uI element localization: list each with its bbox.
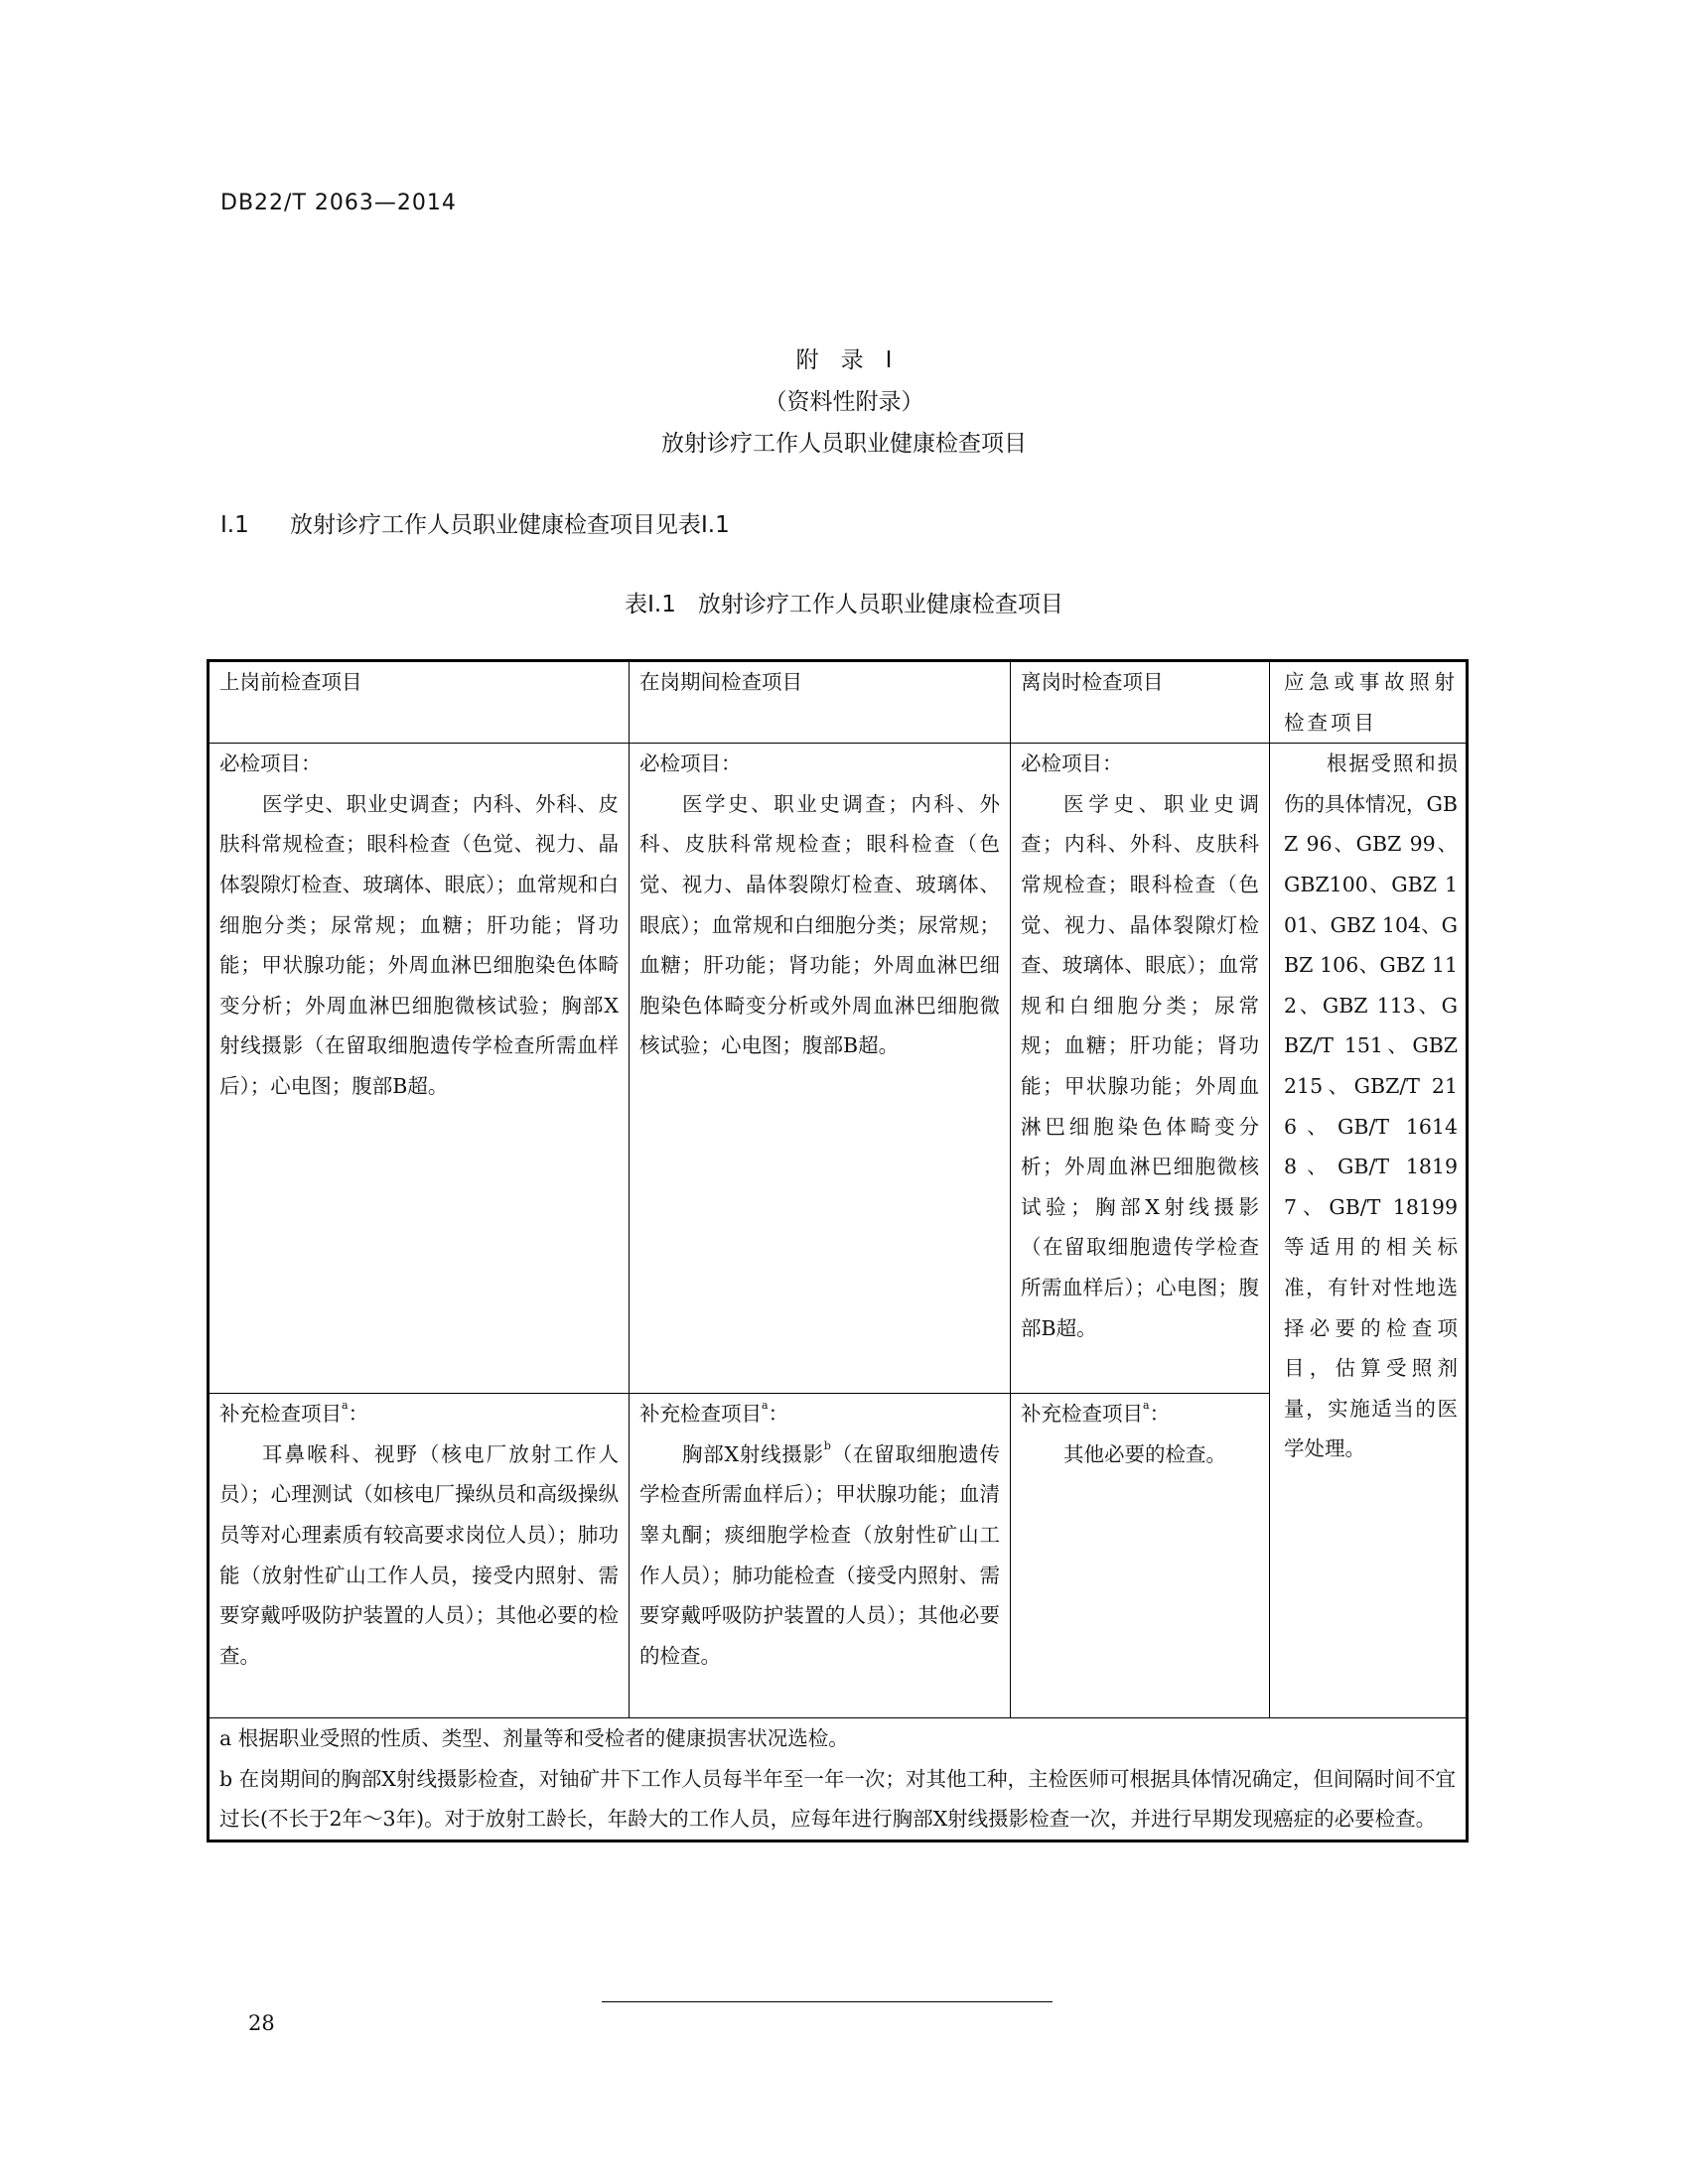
supplementary-label-text: 补充检查项目 bbox=[639, 1402, 762, 1427]
table-notes-cell bbox=[209, 1718, 1468, 1842]
label-colon: ： bbox=[1149, 1402, 1171, 1427]
appendix-heading bbox=[0, 340, 1688, 465]
required-label: 必检项目： bbox=[639, 751, 742, 776]
chest-xray-lead: 胸部X射线摄影 bbox=[682, 1441, 824, 1466]
label-colon: ： bbox=[348, 1402, 369, 1427]
section-heading bbox=[220, 506, 730, 539]
header-pre-employment: 上岗前检查项目 bbox=[209, 661, 630, 744]
header-emergency: 应急或事故照射检查项目 bbox=[1270, 661, 1468, 744]
supplementary-label bbox=[1021, 1394, 1259, 1434]
appendix-title: 放射诊疗工作人员职业健康检查项目 bbox=[661, 431, 1027, 457]
footnote-a-marker: a bbox=[1143, 1399, 1150, 1413]
required-pre-employment-cell bbox=[209, 744, 630, 1394]
supplementary-on-duty-text bbox=[639, 1434, 1000, 1677]
footnote-a-marker: a bbox=[762, 1399, 769, 1413]
supplementary-leaving-cell bbox=[1011, 1394, 1270, 1718]
page-number: 28 bbox=[248, 2011, 275, 2035]
supplementary-label bbox=[639, 1394, 1000, 1434]
supplementary-on-duty-rest: （在留取细胞遗传学检查所需血样后）；甲状腺功能；血清睾丸酮；痰细胞学检查（放射性矿山工作人员）；肺功能检查（接受内照射、需要穿戴呼吸防护装置的人员）；其他必要的检查。 bbox=[639, 1441, 1000, 1668]
required-leaving-cell bbox=[1011, 744, 1270, 1394]
required-leaving-text: 医学史、职业史调查；内科、外科、皮肤科常规检查；眼科检查（色觉、视力、晶体裂隙灯检查、玻璃体、眼底）；血常规和白细胞分类；尿常规；血糖；肝功能；肾功能；甲状腺功能；外周血淋巴细胞染色体畸变分析；外周血淋巴细胞微核试验；胸部X射线摄影（在留取细胞遗传学检查所需血样后）；心电图；腹部B超。 bbox=[1021, 791, 1259, 1340]
emergency-cell bbox=[1270, 744, 1468, 1718]
supplementary-pre-employment-cell bbox=[209, 1394, 630, 1718]
table-caption-text: 放射诊疗工作人员职业健康检查项目 bbox=[697, 592, 1063, 617]
required-on-duty-text: 医学史、职业史调查；内科、外科、皮肤科常规检查；眼科检查（色觉、视力、晶体裂隙灯检查、玻璃体、眼底）；血常规和白细胞分类；尿常规；血糖；肝功能；肾功能；外周血淋巴细胞染色体畸变分析或外周血淋巴细胞微核试验；心电图；腹部B超。 bbox=[639, 791, 1000, 1058]
supplementary-label-text: 补充检查项目 bbox=[219, 1402, 342, 1427]
required-label: 必检项目： bbox=[219, 751, 322, 776]
section-text: 放射诊疗工作人员职业健康检查项目见表I.1 bbox=[290, 512, 730, 538]
required-row bbox=[209, 744, 1468, 1394]
emergency-text: 根据受照和损伤的具体情况，GBZ 96、GBZ 99、GBZ100、GBZ 101、GBZ 104、GBZ 106、GBZ 112、GBZ 113、GBZ/T 151、GBZ 215、GBZ/T 216、GB/T 16148、GB/T 18197、GB/T 18199等适用的相关标准，有针对性地选择必要的检查项目，估算受照剂量，实施适当的医学处理。 bbox=[1284, 751, 1458, 1461]
required-on-duty-cell bbox=[630, 744, 1011, 1394]
footnote-b-marker: b bbox=[823, 1438, 831, 1452]
section-number: I.1 bbox=[220, 512, 249, 538]
supplementary-leaving-text: 其他必要的检查。 bbox=[1063, 1441, 1227, 1466]
supplementary-on-duty-cell bbox=[630, 1394, 1011, 1718]
header-leaving: 离岗时检查项目 bbox=[1011, 661, 1270, 744]
table-caption-number: 表I.1 bbox=[625, 592, 676, 617]
footer-rule bbox=[602, 2001, 1053, 2002]
supplementary-pre-employment-text: 耳鼻喉科、视野（核电厂放射工作人员）；心理测试（如核电厂操纵员和高级操纵员等对心理素质有较高要求岗位人员）；肺功能（放射性矿山工作人员，接受内照射、需要穿戴呼吸防护装置的人员）；其他必要的检查。 bbox=[219, 1441, 619, 1668]
table-caption bbox=[0, 586, 1688, 618]
header-on-duty: 在岗期间检查项目 bbox=[630, 661, 1011, 744]
footnote-a-marker: a bbox=[342, 1399, 349, 1413]
supplementary-label bbox=[219, 1394, 619, 1434]
supplementary-label-text: 补充检查项目 bbox=[1021, 1402, 1143, 1427]
table-header-row bbox=[209, 661, 1468, 744]
exam-items-table bbox=[207, 659, 1469, 1843]
required-pre-employment-text: 医学史、职业史调查；内科、外科、皮肤科常规检查；眼科检查（色觉、视力、晶体裂隙灯检查、玻璃体、眼底）；血常规和白细胞分类；尿常规；血糖；肝功能；肾功能；甲状腺功能；外周血淋巴细胞染色体畸变分析；外周血淋巴细胞微核试验；胸部X射线摄影（在留取细胞遗传学检查所需血样后）；心电图；腹部B超。 bbox=[219, 791, 619, 1098]
required-label: 必检项目： bbox=[1021, 751, 1123, 776]
appendix-type: （资料性附录） bbox=[764, 389, 924, 415]
table-notes-row bbox=[209, 1718, 1468, 1842]
label-colon: ： bbox=[768, 1402, 789, 1427]
document-code: DB22/T 2063—2014 bbox=[220, 191, 457, 215]
table-note-a: a 根据职业受照的性质、类型、剂量等和受检者的健康损害状况选检。 bbox=[219, 1726, 849, 1751]
appendix-label: 附录I bbox=[795, 347, 914, 373]
table-note-b: b 在岗期间的胸部X射线摄影检查，对铀矿井下工作人员每半年至一年一次；对其他工种，主检医师可根据具体情况确定，但间隔时间不宜过长(不长于2年～3年)。对于放射工龄长，年龄大的工作人员，应每年进行胸部X射线摄影检查一次，并进行早期发现癌症的必要检查。 bbox=[219, 1766, 1456, 1832]
